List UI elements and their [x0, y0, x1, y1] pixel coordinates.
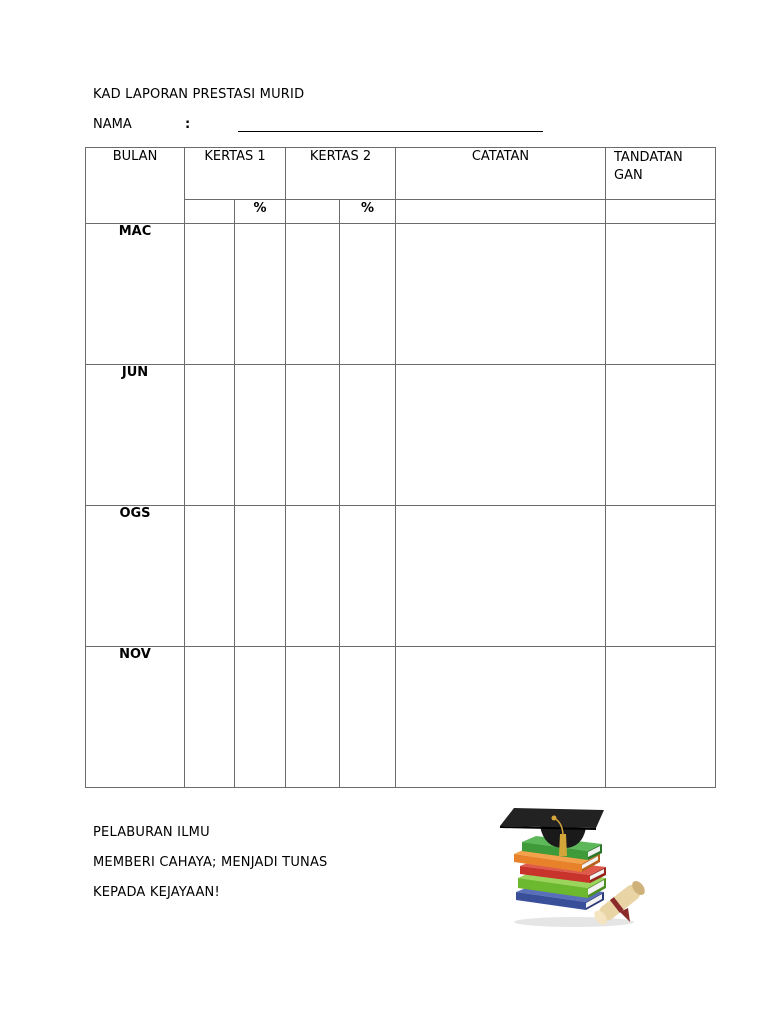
table-row: [86, 506, 716, 647]
graduation-cap-books-diploma-icon: [496, 804, 656, 934]
month-mac: MAC: [86, 224, 185, 365]
cell-k1-percent: [235, 506, 286, 647]
report-table: [85, 147, 716, 788]
cell-tandatangan: [606, 647, 716, 788]
cell-tandatangan: [606, 365, 716, 506]
cell-k2-mark: [286, 224, 340, 365]
cell-k2-mark: [286, 365, 340, 506]
header-kertas-2: KERTAS 2: [286, 148, 396, 200]
month-nov: NOV: [86, 647, 185, 788]
name-colon: :: [185, 117, 191, 132]
header-row: [86, 148, 716, 200]
cell-catatan: [396, 506, 606, 647]
name-row: [93, 117, 553, 137]
motto-line-1: PELABURAN ILMU: [93, 825, 210, 840]
footer-motto: [93, 818, 328, 908]
header-catatan: CATATAN: [396, 148, 606, 200]
cell-k2-percent: [340, 506, 396, 647]
cell-k2-percent: [340, 224, 396, 365]
motto-line-2: MEMBERI CAHAYA; MENJADI TUNAS: [93, 855, 328, 870]
kertas-1-percent: %: [235, 200, 286, 224]
cell-k2-mark: [286, 506, 340, 647]
cell-catatan: [396, 365, 606, 506]
header-kertas-1: KERTAS 1: [185, 148, 286, 200]
month-jun: JUN: [86, 365, 185, 506]
document-title: KAD LAPORAN PRESTASI MURID: [93, 87, 305, 102]
name-fill-line: [238, 131, 543, 132]
cell-tandatangan: [606, 506, 716, 647]
header-bulan: BULAN: [86, 148, 185, 224]
header-tandatangan: TANDATAN GAN: [606, 148, 716, 200]
table-row: [86, 224, 716, 365]
catatan-sub-cell: [396, 200, 606, 224]
motto-line-3: KEPADA KEJAYAAN!: [93, 885, 220, 900]
cell-tandatangan: [606, 224, 716, 365]
cell-k2-percent: [340, 647, 396, 788]
cell-catatan: [396, 647, 606, 788]
cell-k1-percent: [235, 647, 286, 788]
cell-k1-percent: [235, 224, 286, 365]
kertas-2-percent: %: [340, 200, 396, 224]
cell-catatan: [396, 224, 606, 365]
cell-k1-mark: [185, 506, 235, 647]
kertas-2-mark-cell: [286, 200, 340, 224]
kertas-1-mark-cell: [185, 200, 235, 224]
cell-k2-percent: [340, 365, 396, 506]
tandatangan-sub-cell: [606, 200, 716, 224]
month-ogs: OGS: [86, 506, 185, 647]
cell-k1-percent: [235, 365, 286, 506]
table-row: [86, 647, 716, 788]
cell-k1-mark: [185, 365, 235, 506]
name-label: NAMA: [93, 117, 132, 132]
cell-k1-mark: [185, 647, 235, 788]
cell-k1-mark: [185, 224, 235, 365]
cell-k2-mark: [286, 647, 340, 788]
table-row: [86, 365, 716, 506]
